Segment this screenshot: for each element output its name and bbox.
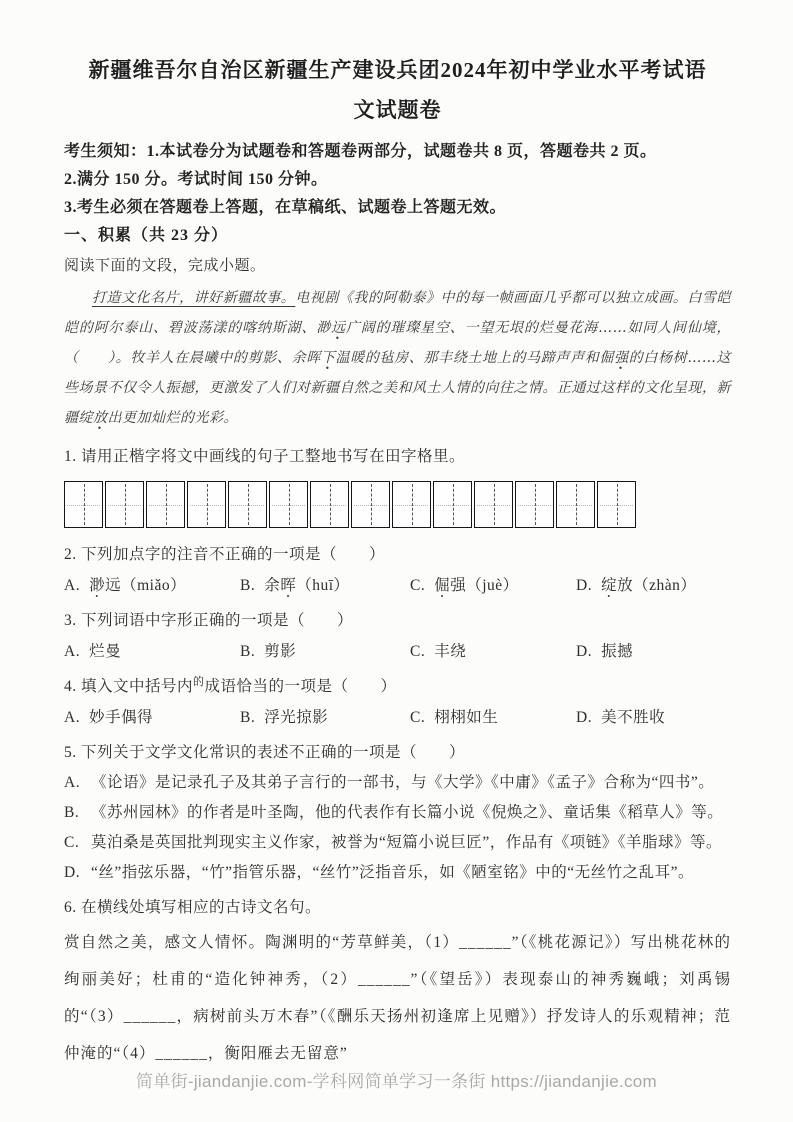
question-4-stem: 4. 填入文中括号内 (64, 678, 194, 695)
option-d (576, 641, 731, 663)
grid-cell (146, 481, 185, 528)
option-a (64, 707, 240, 729)
passage-text: 放出更加灿烂的光彩。 (93, 410, 238, 426)
option-label: D. (576, 709, 593, 726)
writing-grid (64, 481, 731, 528)
question-5-option-a (64, 772, 731, 794)
section-heading: 一、积累（共 23 分） (64, 227, 229, 244)
option-text: 妙手偶得 (89, 709, 154, 726)
option-label: A. (64, 643, 81, 660)
option-text: 美不胜收 (601, 709, 666, 726)
option-label: D. (64, 864, 81, 881)
notice-line-1: 考生须知：1.本试卷分为试题卷和答题卷两部分，试题卷共 8 页，答题卷共 2 页。 (64, 143, 657, 160)
option-text: 莫泊桑是英国批判现实主义作家，被誉为“短篇小说巨匠”，作品有《项链》《羊脂球》等。 (91, 834, 723, 851)
option-text: 《苏州园林》的作者是叶圣陶，他的代表作有长篇小说《倪焕之》、童话集《稻草人》等。 (91, 804, 724, 821)
grid-cell (228, 481, 267, 528)
option-c (410, 575, 576, 597)
question-3-options (64, 641, 731, 663)
dotted-char: 绽 (78, 410, 93, 426)
question-1: 1. 请用正楷字将文中画线的句子工整地书写在田字格里。 (64, 448, 466, 465)
passage-text: 电视剧《我的阿勒泰》中的每一帧画面几乎都可以独立成画。白雪皑皑的阿尔泰山、碧波荡漾的喀纳斯湖、 (64, 290, 732, 336)
option-text: 远（miǎo） (105, 577, 187, 594)
option-a (64, 575, 240, 597)
grid-cell (433, 481, 472, 528)
option-label: A. (64, 709, 81, 726)
dotted-char: 渺 (89, 577, 106, 594)
question-5-option-b (64, 802, 731, 824)
underlined-sentence: 打造文化名片，讲好新疆故事。 (92, 290, 296, 306)
option-text: 放（zhàn） (617, 577, 697, 594)
option-text: 浮光掠影 (264, 709, 329, 726)
option-label: B. (240, 709, 256, 726)
passage-text: 下温暖的毡房、那丰绕土地上的马蹄声声和 (320, 350, 600, 366)
grid-cell (187, 481, 226, 528)
option-label: C. (410, 577, 426, 594)
question-5-option-d (64, 862, 731, 884)
question-2-options (64, 575, 731, 597)
dotted-char: 渺 (316, 320, 332, 336)
option-label: C. (64, 834, 80, 851)
question-4 (64, 676, 731, 698)
option-d (576, 575, 731, 597)
notice-line-2: 2.满分 150 分。考试时间 150 分钟。 (64, 171, 328, 188)
dotted-char: 倔 (599, 350, 615, 366)
grid-cell (351, 481, 390, 528)
option-text: 剪影 (264, 643, 297, 660)
candidate-notice (64, 138, 731, 222)
dotted-char: 倔 (434, 577, 451, 594)
option-d (576, 707, 731, 729)
option-text: 强（juè） (450, 577, 519, 594)
option-b (240, 707, 410, 729)
question-6-paragraph: 赏自然之美，感文人情怀。陶渊明的“芳草鲜美，（1）______”（《桃花源记》）写出桃花林的绚丽美好；杜甫的“造化钟神秀，（2）______”（《望岳》）表现泰山的神秀巍峨；刘禹锡的“（3）______，病树前头万木春”（《酬乐天扬州初逢席上见赠》）抒发诗人的乐观精神；范仲淹的“（4）______，衡阳雁去无留意” (64, 934, 731, 1062)
page-title (64, 50, 731, 130)
option-text: 烂曼 (89, 643, 122, 660)
option-c (410, 707, 576, 729)
grid-cell (269, 481, 308, 528)
option-text: 丰绕 (434, 643, 467, 660)
grid-cell (392, 481, 431, 528)
inserted-char: 的 (193, 675, 205, 688)
question-5-option-c (64, 832, 731, 854)
option-text: 振撼 (601, 643, 634, 660)
notice-line-3: 3.考生必须在答题卷上答题，在草稿纸、试题卷上答题无效。 (64, 199, 507, 216)
grid-cell (474, 481, 513, 528)
option-text: 《论语》是记录孔子及其弟子言行的一部书，与《大学》《中庸》《孟子》合称为“四书”。 (91, 774, 715, 791)
footer-watermark: 简单街-jiandanjie.com-学科网简单学习一条街 https://jiandanjie.com (135, 1072, 658, 1091)
option-label: B. (240, 643, 256, 660)
passage-text: 强的白杨树……这些场景不仅令人振撼，更激发了人们对新疆自然之美和风土人情的向往之情。正通过这样的文化呈现，新疆 (64, 350, 732, 426)
question-5: 5. 下列关于文学文化常识的表述不正确的一项是（ ） (64, 744, 466, 761)
option-label: C. (410, 643, 426, 660)
grid-cell (556, 481, 595, 528)
grid-cell (310, 481, 349, 528)
passage-text: 远广阔的璀璨星空、一望无垠的烂曼花海……如同人间仙境，（ ）。牧羊人在晨曦中的剪影、余 (64, 320, 732, 366)
grid-cell (105, 481, 144, 528)
grid-cell (64, 481, 103, 528)
grid-cell (597, 481, 636, 528)
option-label: B. (240, 577, 256, 594)
option-text: 余 (264, 577, 281, 594)
option-label: B. (64, 804, 80, 821)
option-label: D. (576, 577, 593, 594)
dotted-char: 绽 (601, 577, 618, 594)
option-b (240, 575, 410, 597)
dotted-char: 晖 (280, 577, 297, 594)
option-text: （huī） (296, 577, 350, 594)
page-title-line-1: 新疆维吾尔自治区新疆生产建设兵团2024年初中学业水平考试语 (88, 58, 707, 82)
option-text: 栩栩如生 (434, 709, 499, 726)
question-4-stem: 成语恰当的一项是（ ） (204, 678, 397, 695)
dotted-char: 晖 (306, 350, 321, 366)
question-3: 3. 下列词语中字形正确的一项是（ ） (64, 612, 354, 629)
question-6: 6. 在横线处填写相应的古诗文名句。 (64, 899, 322, 916)
question-4-options (64, 707, 731, 729)
option-label: A. (64, 577, 81, 594)
option-a (64, 641, 240, 663)
option-c (410, 641, 576, 663)
grid-cell (515, 481, 554, 528)
option-label: D. (576, 643, 593, 660)
passage-intro: 阅读下面的文段，完成小题。 (64, 258, 266, 274)
option-b (240, 641, 410, 663)
reading-passage (64, 283, 731, 433)
option-label: C. (410, 709, 426, 726)
page-title-line-2: 文试题卷 (353, 98, 442, 122)
option-label: A. (64, 774, 81, 791)
question-2: 2. 下列加点字的注音不正确的一项是（ ） (64, 546, 386, 563)
option-text: “丝”指弦乐器，“竹”指管乐器，“丝竹”泛指音乐，如《陋室铭》中的“无丝竹之乱耳”。 (91, 864, 695, 881)
